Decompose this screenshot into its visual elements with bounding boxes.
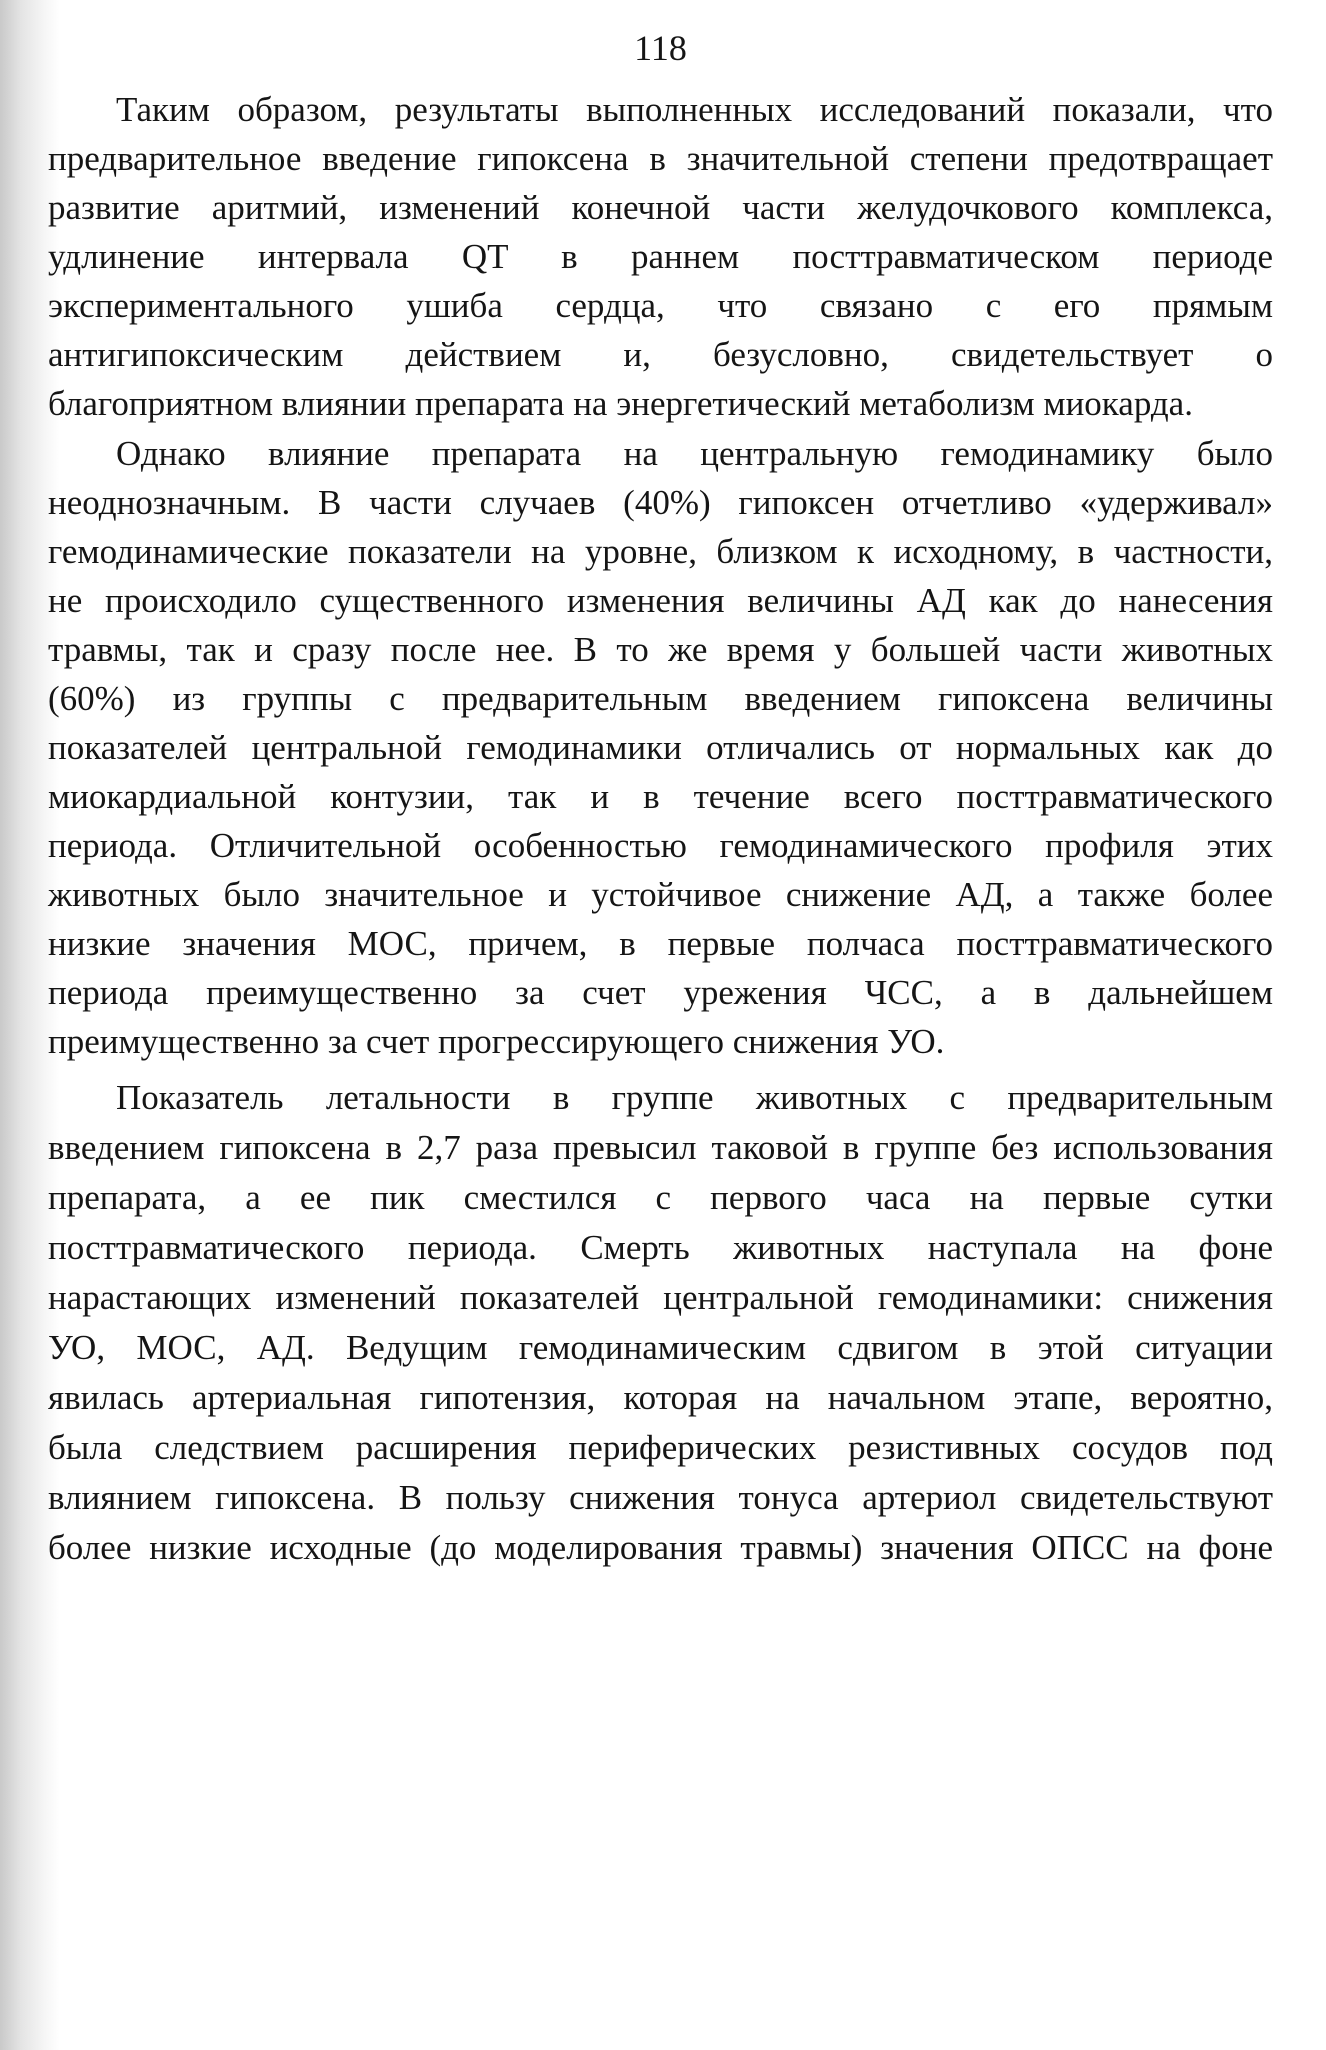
text-line: была следствием расширения периферических резистивных сосудов под	[48, 1428, 1273, 1467]
text-line: УО, МОС, АД. Ведущим гемодинамическим сдвигом в этой ситуации	[48, 1328, 1273, 1367]
text-line: антигипоксическим действием и, безусловно, свидетельствует о	[48, 335, 1273, 374]
text-line: экспериментального ушиба сердца, что связано с его прямым	[48, 286, 1273, 325]
text-line: (60%) из группы с предварительным введением гипоксена величины	[48, 679, 1273, 718]
text-line: низкие значения МОС, причем, в первые полчаса посттравматического	[48, 924, 1273, 963]
text-line: влиянием гипоксена. В пользу снижения тонуса артериол свидетельствуют	[48, 1478, 1273, 1517]
text-line: миокардиальной контузии, так и в течение всего посттравматического	[48, 777, 1273, 816]
text-line: посттравматического периода. Смерть животных наступала на фоне	[48, 1228, 1273, 1267]
text-line: предварительное введение гипоксена в значительной степени предотвращает	[48, 139, 1273, 178]
text-line: периода. Отличительной особенностью гемодинамического профиля этих	[48, 826, 1273, 865]
text-line: животных было значительное и устойчивое снижение АД, а также более	[48, 875, 1273, 914]
text-line: препарата, а ее пик сместился с первого часа на первые сутки	[48, 1178, 1273, 1217]
text-line: периода преимущественно за счет урежения ЧСС, а в дальнейшем	[48, 973, 1273, 1012]
page-number: 118	[634, 28, 687, 68]
text-line: Показатель летальности в группе животных с предварительным	[116, 1078, 1273, 1117]
text-line: удлинение интервала QT в раннем посттравматическом периоде	[48, 237, 1273, 276]
document-page	[48, 0, 1273, 2050]
text-line: травмы, так и сразу после нее. В то же время у большей части животных	[48, 630, 1273, 669]
text-line: Однако влияние препарата на центральную гемодинамику было	[116, 434, 1273, 473]
text-line: нарастающих изменений показателей центральной гемодинамики: снижения	[48, 1278, 1273, 1317]
text-line: более низкие исходные (до моделирования травмы) значения ОПСС на фоне	[48, 1528, 1273, 1567]
text-line: преимущественно за счет прогрессирующего снижения УО.	[48, 1022, 945, 1061]
text-line: показателей центральной гемодинамики отличались от нормальных как до	[48, 728, 1273, 767]
text-line: благоприятном влиянии препарата на энергетический метаболизм миокарда.	[48, 384, 1193, 423]
text-line: развитие аритмий, изменений конечной части желудочкового комплекса,	[48, 188, 1273, 227]
text-line: не происходило существенного изменения величины АД как до нанесения	[48, 581, 1273, 620]
text-line: неоднозначным. В части случаев (40%) гипоксен отчетливо «удерживал»	[48, 483, 1273, 522]
text-line: Таким образом, результаты выполненных исследований показали, что	[116, 90, 1273, 129]
text-line: введением гипоксена в 2,7 раза превысил таковой в группе без использования	[48, 1128, 1273, 1167]
text-line: явилась артериальная гипотензия, которая на начальном этапе, вероятно,	[48, 1378, 1273, 1417]
text-line: гемодинамические показатели на уровне, близком к исходному, в частности,	[48, 532, 1273, 571]
